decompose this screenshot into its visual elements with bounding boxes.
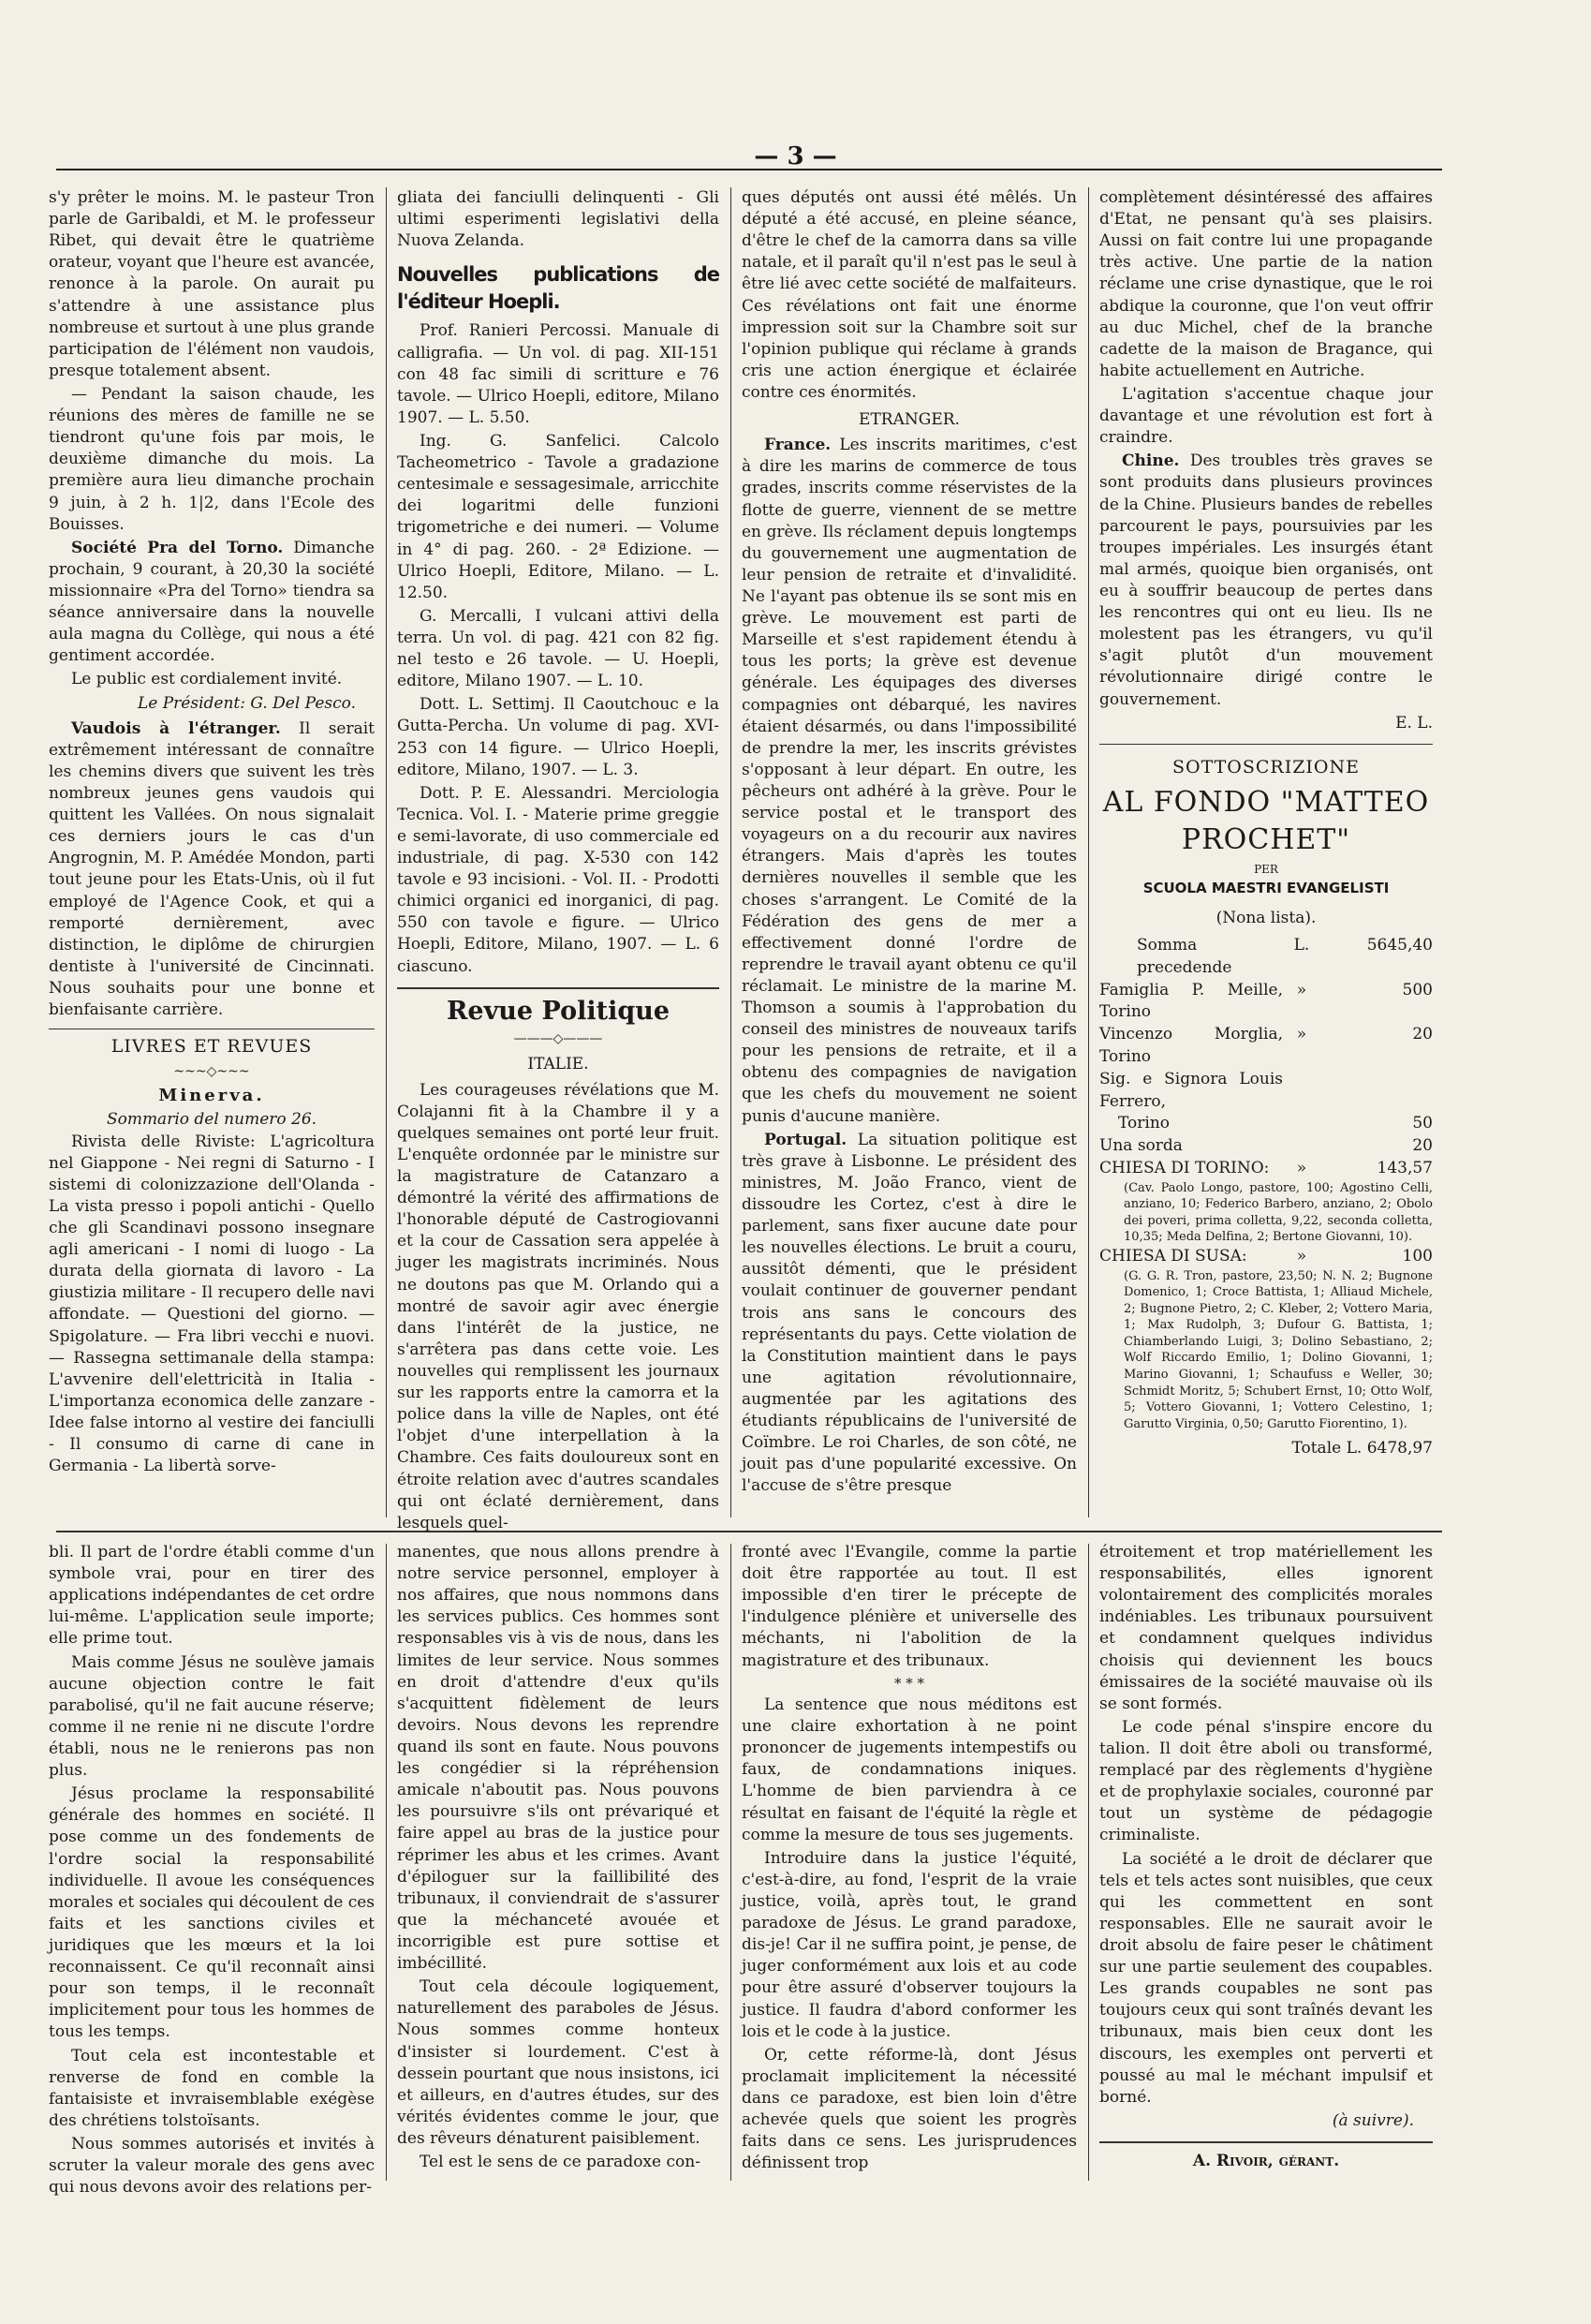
fund-subtitle: SCUOLA MAESTRI EVANGELISTI [1142, 880, 1390, 897]
donation-detail: (G. G. R. Tron, pastore, 23,50; N. N. 2; Bugnone Domenico, 1; Croce Battista, 1; Alliaud Michele, 2; Bugnone Pietro, 2; C. Kleber, 2; Vottero Maria, 1; Max Rudolph, 3; Dufour G. Battista, 1; Chiamberlando Luigi, 3; Dolino Sebastiano, 2; Wolf Riccardo Emilio, 1; Dolino Giovanni, 1; Marino Giovanni, 1; Schaufuss e Weller, 30; Schmidt Moritz, 5; Schubert Ernst, 10; Otto Wolf, 5; Vottero Giovanni, 1; Vottero Celestino, 1; Garutto Virginia, 0,50; Garutto Fiorentino, 1). [1124, 1268, 1433, 1431]
donation-row: Torino 50 [1118, 1114, 1433, 1133]
article-heading: Société Pra del Torno. [71, 538, 284, 557]
paragraph: L'agitation s'accentue chaque jour davantage et une révolution est fort à craindre. [1099, 384, 1433, 448]
paragraph: Or, cette réforme-là, dont Jésus proclamait implicitement la nécessité dans ce paradoxe, est bien loin d'être achevée quels que soient les progrès faits dans ce sens. Les jurisprudences définissent trop [742, 2045, 1077, 2173]
paragraph: Jésus proclame la responsabilité générale des hommes en société. Il pose comme un des fondements de l'ordre social la responsabilité individuelle. Il avoue les conséquences morales et sociales qui découlent de ces faits et les sanctions civiles et juridiques que les mœurs et la loi reconnaissent. Ce qu'il reconnaît ainsi pour son temps, il le reconnaît implicitement pour tous les hommes de tous les temps. [49, 1784, 375, 2042]
paragraph: Tel est le sens de ce paradoxe con- [420, 2153, 700, 2172]
article-heading: Vaudois à l'étranger. [71, 718, 281, 738]
column-3-top [742, 187, 1077, 1521]
paragraph: Introduire dans la justice l'équité, c'est-à-dire, au fond, l'esprit de la vraie justice, voilà, après tout, le grand paradoxe de Jésus. Le grand paradoxe, dis-je! Car il ne suffira point, je pense, de juger conformément aux lois et au code pour être assuré d'observer toujours la justice. Il faudra d'abord conformer les lois et le code à la justice. [742, 1848, 1077, 2041]
section-divider [1099, 744, 1433, 745]
paragraph: fronté avec l'Evangile, comme la partie doit être rapportée au tout. Il est impossible d'en tirer le précepte de l'indulgence plénière et universelle des méchants, ni l'abolition de la magistrature et des tribunaux. [742, 1543, 1077, 1670]
book-entry: Dott. P. E. Alessandri. Merciologia Tecnica. Vol. I. - Materie prime greggie e semi-lavorate, di uso commerciale ed industriale, di pag. X-530 con 142 tavole e 93 incisioni. - Vol. II. - Prodotti chimici organici ed inorganici, di pag. 550 con tavole e figure. — Ulrico Hoepli, Editore, Milano, 1907. — L. 6 ciascuno. [397, 783, 719, 976]
fund-list-number: (Nona lista). [1215, 908, 1317, 927]
column-4-bottom [1099, 1542, 1433, 2179]
column-2-top [397, 187, 719, 1532]
paragraph: Mais comme Jésus ne soulève jamais aucune objection contre le fait parabolisé, qu'il ne fait aucune réserve; comme il ne renie ni ne discute l'ordre établi, nous ne le renierons pas non plus. [49, 1652, 375, 1781]
subheading: Sommario del numero 26. [106, 1110, 317, 1130]
paragraph: Tout cela est incontestable et renverse de fond en comble la fantaisiste et invraisemblable exégèse des chrétiens tolstoïsants. [49, 2046, 375, 2130]
paragraph: Des troubles très graves se sont produits dans plusieurs provinces de la Chine. Plusieurs bandes de rebelles parcourent le pays, poursuivies par les troupes impériales. Les insurgés étant mal armés, quoique bien organisés, ont eu à souffrir beaucoup de pertes dans les rencontres qui ont eu lieu. Ils ne molestent pas les étrangers, vu qu'il s'agit plutôt d'un mouvement révolutionnaire dirigé contre le gouvernement. [1099, 451, 1434, 709]
section-heading: Nouvelles publications de l'éditeur Hoepli. [397, 263, 719, 313]
paragraph: gliata dei fanciulli delinquenti - Gli ultimi esperimenti legislativi della Nuova Zelanda. [397, 188, 719, 251]
book-entry: Ing. G. Sanfelici. Calcolo Tacheometrico - Tavole a gradazione centesimale e sessagesimale, arricchite dei logaritmi delle funzioni trigometriche e dei numeri. — Volume in 4° di pag. 260. - 2ª Edizione. — Ulrico Hoepli, Editore, Milano. — L. 12.50. [397, 431, 719, 602]
column-3-bottom [742, 1542, 1077, 2179]
donation-row: Una sorda 20 [1099, 1136, 1433, 1156]
signature: Le Président: G. Del Pesco. [137, 693, 356, 713]
paragraph: La sentence que nous méditons est une claire exhortation à ne point prononcer de jugements intempestifs ou faux, de condamnations iniques. L'homme de bien parviendra à ce résultat en faisant de l'équité la règle et comme la mesure de tous ses jugements. [742, 1695, 1077, 1844]
country-heading: France. [764, 436, 832, 455]
paragraph: s'y prêter le moins. M. le pasteur Tron parle de Garibaldi, et M. le professeur Ribet, qui devait être le quatrième orateur, voyant que l'heure est avancée, renonce à la parole. On aurait pu s'attendre à une assistance plus nombreuse et surtout à une plus grande participation de l'élément non vaudois, presque totalement absent. [49, 188, 375, 380]
section-heading: SOTTOSCRIZIONE [1171, 756, 1360, 777]
paragraph: La situation politique est très grave à Lisbonne. Le président des ministres, M. João Franco, vient de dissoudre les Cortez, c'est à dire le parlement, sans fixer aucune date pour les nouvelles élections. Le bruit a couru, aussitôt démenti, que le président voulait continuer de gouverner pendant trois ans sans le concours des représentants du pays. Cette violation de la Constitution maintient dans le pays une agitation révolutionnaire, augmentée par les agitations des étudiants républicains de l'université de Coïmbre. Le roi Charles, de son côté, ne jouit pas d'une popularité excessive. On l'accuse de s'être presque [742, 1130, 1078, 1496]
separator-stars: * * * [893, 1674, 925, 1692]
donation-row: CHIESA DI SUSA: » 100 [1099, 1246, 1433, 1266]
article-heading: Minerva. [158, 1086, 265, 1106]
country-heading: Portugal. [764, 1130, 847, 1149]
donation-row: Famiglia P. Meille, Torino » 500 [1099, 980, 1433, 1022]
book-entry: Prof. Ranieri Percossi. Manuale di calligrafia. — Un vol. di pag. XII-151 con 48 fac simili di scritture e 76 tavole. — Ulrico Hoepli, editore, Milano 1907. — L. 5.50. [397, 321, 719, 427]
paragraph: Le public est cordialement invité. [71, 670, 343, 689]
column-1-bottom [49, 1542, 375, 2198]
column-divider [386, 1544, 387, 2181]
fund-per: PER [1254, 863, 1278, 877]
column-divider [730, 187, 731, 1517]
subheading: ITALIE. [527, 1055, 589, 1074]
column-divider [1088, 1544, 1089, 2181]
column-4-top [1099, 187, 1433, 1521]
paragraph: Les courageuses révélations que M. Colajanni fit à la Chambre il y a quelques semaines ont porté leur fruit. L'enquête ordonnée par le ministre sur la magistrature de Catanzaro a démontré la vérité des affirmations de l'honorable député de Castrogiovanni et la cour de Cassation sera appelée à juger les magistrats incriminés. Nous ne doutons pas que M. Orlando qui a montré de savoir agir avec énergie dans l'intérêt de la justice, ne s'arrêtera pas dans cette voie. Les nouvelles qui remplissent les journaux sur les rapports entre la camorra et la police dans la ville de Naples, ont été l'objet d'une interpellation à la Chambre. Ces faits douloureux sont en étroite relation avec d'autres scandales qui ont éclaté dernièrement, dans lesquels quel- [397, 1080, 719, 1532]
paragraph: manentes, que nous allons prendre à notre service personnel, employer à nos affaires, que nous nommons dans les services publics. Ces hommes sont responsables vis à vis de nous, dans les limites de leur service. Nous sommes en droit d'attendre d'eux qu'ils s'acquittent fidèlement de leurs devoirs. Nous devons les reprendre quand ils sont en faute. Nous pouvons les congédier si la répréhension amicale n'aboutit pas. Nous pouvons les poursuivre s'ils ont prévariqué et faire appel au bras de la justice pour réprimer les abus et les crimes. Avant d'épiloguer sur la faillibilité des tribunaux, il conviendrait de s'assurer que la méchanceté avouée et incorrigible est pure sottise et imbécillité. [397, 1543, 719, 1974]
paragraph: étroitement et trop matériellement les responsabilités, elles ignorent volontairement des complicités morales indéniables. Les tribunaux poursuivent et condamnent quelques individus choisis qui deviennent les boucs émissaires de la société mauvaise où ils se sont formés. [1099, 1543, 1433, 1713]
donation-row: Sig. e Signora Louis Ferrero, [1099, 1069, 1283, 1111]
column-divider [386, 187, 387, 1517]
section-heading: LIVRES ET REVUES [110, 1036, 313, 1058]
ornament: ~~~◇~~~ [173, 1063, 250, 1079]
section-divider [1099, 2141, 1433, 2143]
donation-row: CHIESA DI TORINO: » 143,57 [1099, 1158, 1433, 1177]
country-heading: Chine. [1122, 451, 1180, 471]
paragraph: Nous sommes autorisés et invités à scruter la valeur morale des gens avec qui nous devons avoir des relations per- [49, 2134, 375, 2198]
paragraph: Le code pénal s'inspire encore du talion. Il doit être aboli ou transformé, remplacé par des règlements d'hygiène et de prophylaxie sociales, couronné par tout un système de pédagogie criminaliste. [1099, 1717, 1433, 1845]
section-divider [397, 987, 719, 989]
page-number: — 3 — [754, 142, 837, 170]
signature: E. L. [1395, 713, 1433, 733]
donation-row: Somma precedende L. 5645,40 [1137, 935, 1433, 977]
column-divider [730, 1544, 731, 2181]
book-entry: Dott. L. Settimj. Il Caoutchouc e la Gutta-Percha. Un volume di pag. XVI-253 con 14 figure. — Ulrico Hoepli, editore, Milano, 1907. — L. 3. [397, 695, 719, 779]
column-2-bottom [397, 1542, 719, 2179]
paragraph: Rivista delle Riviste: L'agricoltura nel Giappone - Nei regni di Saturno - I sistemi di colonizzazione dell'Olanda - La vista presso i popoli antichi - Quello che gli Scandinavi possono insegnare agli americani - I nomi di luogo - La durata della giornata di lavoro - La giustizia militare - Il recupero delle navi affondate. — Questioni del giorno. — Spigolature. — Fra libri vecchi e nuovi. — Rassegna settimanale della stampa: L'avvenire dell'elettricità in Italia - L'importanza economica delle zanzare - Idee false intorno al vestire dei fanciulli - Il consumo di carne di cane in Germania - La libertà sorve- [49, 1132, 375, 1476]
subheading: ETRANGER. [859, 410, 960, 430]
paragraph: bli. Il part de l'ordre établi comme d'un symbole vrai, pour en tirer des applications indépendantes de cet ordre lui-même. L'application seule importe; elle prime tout. [49, 1543, 375, 1649]
donation-row: Vincenzo Morglia, Torino » 20 [1099, 1025, 1433, 1066]
to-be-continued: (à suivre). [1332, 2110, 1414, 2130]
paragraph: — Pendant la saison chaude, les réunions des mères de famille ne se tiendront qu'une fois par mois, le deuxième dimanche du mois. La première aura lieu dimanche prochain 9 juin, à 2 h. 1|2, dans l'Ecole des Bouisses. [49, 384, 375, 534]
section-title: Revue Politique [446, 996, 670, 1026]
column-1-top [49, 187, 375, 1521]
donation-total: Totale L. 6478,97 [1291, 1439, 1433, 1458]
book-entry: G. Mercalli, I vulcani attivi della terra. Un vol. di pag. 421 con 82 fig. nel testo e 26 tavole. — U. Hoepli, editore, Milano 1907. — L. 10. [397, 606, 719, 691]
paragraph: complètement désintéressé des affaires d'Etat, ne pensant qu'à ses plaisirs. Aussi on fait contre lui une propagande très active. Une partie de la nation réclame une crise dynastique, que le roi abdique la couronne, que l'on veut offrir au duc Michel, chef de la branche cadette de la maison de Bragance, qui habite actuellement en Autriche. [1099, 188, 1433, 380]
header-rule [56, 169, 1442, 170]
donation-detail: (Cav. Paolo Longo, pastore, 100; Agostino Celli, anziano, 10; Federico Barbero, anziano, 2; Obolo dei poveri, prima colletta, 9,22, seconda colletta, 10,35; Meda Delfina, 2; Bertone Giovanni, 10). [1124, 1180, 1433, 1245]
paragraph: Tout cela découle logiquement, naturellement des paraboles de Jésus. Nous sommes comme honteux d'insister si lourdement. C'est à dessein pourtant que nous insistons, ici et ailleurs, en d'autres études, sur des vérités évidentes comme le jour, que des rêveurs dénaturent paisiblement. [397, 1977, 719, 2148]
section-divider [56, 1531, 1442, 1532]
paragraph: Il serait extrêmement intéressant de connaître les chemins divers que suivent les très nombreux jeunes gens vaudois qui quittent les Vallées. On nous signalait ces derniers jours le cas d'un Angrognin, M. P. Amédée Mondon, parti tout jeune pour les Etats-Unis, où il fut employé de l'Agence Cook, et qui a remporté dernièrement, avec distinction, le diplôme de chirurgien dentiste à l'université de Cincinnati. Nous souhaits pour une bonne et bienfaisante carrière. [49, 718, 376, 1020]
paragraph: Dimanche prochain, 9 courant, à 20,30 la société missionnaire «Pra del Torno» tiendra sa séance anniversaire dans la nouvelle aula magna du Collège, qui nous a été gentiment accordée. [49, 538, 375, 666]
paragraph: La société a le droit de déclarer que tels et tels actes sont nuisibles, que ceux qui les commettent en sont responsables. Elle ne saurait avoir le droit absolu de faire peser le châtiment sur une partie seulement des coupables. Les grands coupables ne sont pas toujours ceux qui sont traînés devant les tribunaux, mais bien ceux dont les discours, les exemples ont perverti et poussé au mal le méchant impulsif et borné. [1099, 1849, 1433, 2107]
publisher-signature: A. Rivoir, gérant. [1192, 2151, 1340, 2170]
ornament: ———◇——— [513, 1031, 603, 1047]
column-divider [1088, 187, 1089, 1517]
fund-title: AL FONDO "MATTEO PROCHET" [1102, 785, 1430, 857]
paragraph: ques députés ont aussi été mêlés. Un député a été accusé, en pleine séance, d'être le chef de la camorra dans sa ville natale, et il paraît qu'il n'est pas le seul à être lié avec cette société de malfaiteurs. Ces révélations ont fait une énorme impression soit sur la Chambre soit sur l'opinion publique qui réclame à grands cris une action énergique et éclairée contre ces énormités. [742, 188, 1077, 402]
paragraph: Les inscrits maritimes, c'est à dire les marins de commerce de tous grades, inscrits comme réservistes de la flotte de guerre, viennent de se mettre en grève. Ils réclament depuis longtemps du gouvernement une augmentation de leur pension de retraite et d'invalidité. Ne l'ayant pas obtenue ils se sont mis en grève. Le mouvement est parti de Marseille et s'est rapidement étendu à tous les ports; la grève est devenue générale. Les équipages des diverses compagnies ont débarqué, les navires étaient désarmés, ou dans l'impossibilité de prendre la mer, les inscrits grévistes s'opposant à leur départ. En outre, les pêcheurs ont adhéré à la grève. Pour le service postal et le transport des voyageurs on a du recourir aux navires étrangers. Mais d'après les toutes dernières nouvelles il semble que les choses s'arrangent. Le Comité de la Fédération des gens de mer a effectivement donné l'ordre de reprendre le travail ayant obtenu ce qu'il réclamait. Le ministre de la marine M. Thomson a soumis à l'approbation du conseil des ministres de nouveaux tarifs pour les pensions de retraite, et il a obtenu des compagnies de navigation que les chefs du mouvement ne soient punis d'aucune manière. [742, 436, 1077, 1126]
